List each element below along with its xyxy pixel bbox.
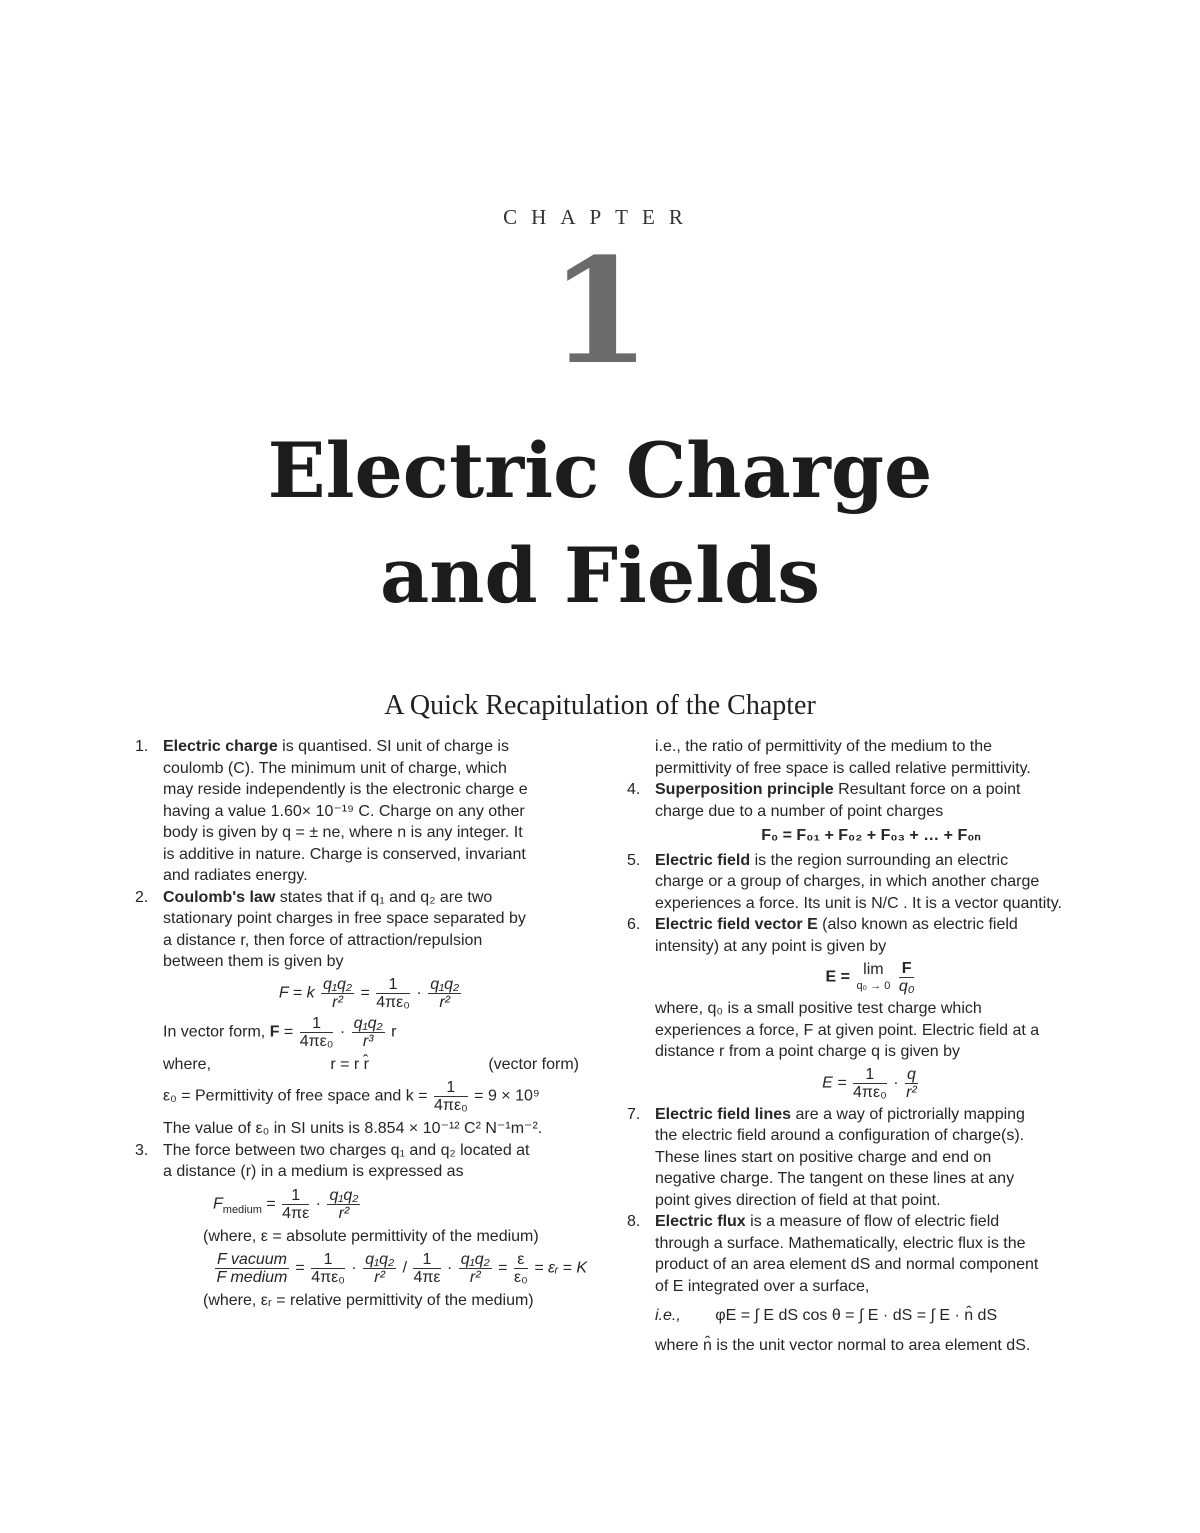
numerator: ε — [514, 1251, 528, 1269]
medium-force-equation — [163, 1187, 579, 1222]
vector-form-equation — [163, 1015, 579, 1050]
text-line: where, q₀ is a small positive test charge which — [655, 1000, 982, 1017]
fraction — [321, 976, 354, 1011]
limit-word: lim — [863, 960, 884, 978]
text-line: a distance r, then force of attraction/repulsion — [163, 931, 483, 949]
fraction — [327, 1187, 360, 1222]
numerator: q₁q₂ — [365, 1251, 395, 1268]
denominator: r² — [906, 1083, 917, 1101]
eq-part: = — [261, 1195, 281, 1213]
text-line: (where, ε = absolute permittivity of the medium) — [203, 1227, 539, 1245]
denominator: 4πε₀ — [434, 1097, 468, 1114]
text-line: is a measure of flow of electric field — [745, 1213, 1000, 1230]
denominator: q₀ — [898, 978, 915, 995]
limit — [856, 961, 890, 995]
list-item-1 — [135, 736, 579, 887]
numerator: 1 — [376, 976, 410, 994]
item-term: Electric field lines — [655, 1105, 792, 1123]
eq-part: · — [339, 1023, 346, 1041]
list-item-7 — [627, 1104, 1087, 1212]
fraction — [428, 976, 461, 1011]
text-line: stationary point charges in free space separated by — [163, 910, 526, 927]
fraction — [459, 1251, 492, 1286]
numerator: q — [906, 1065, 916, 1083]
eq-part: E = — [822, 1074, 852, 1092]
fraction — [899, 960, 915, 995]
eq-part: · — [416, 984, 422, 1002]
text-line: are a way of pictrorially mapping — [791, 1105, 1025, 1123]
text-line: experiences a force, F at given point. Electric field at a — [655, 1021, 1040, 1039]
field-limit-equation — [655, 960, 1087, 995]
fraction — [352, 1015, 385, 1050]
item-text — [655, 850, 1087, 872]
item-number: 3. — [135, 1141, 149, 1159]
list-item-2 — [135, 887, 579, 1140]
fraction — [300, 1015, 334, 1050]
item-text — [163, 736, 579, 758]
eq-part: F = k — [278, 984, 315, 1002]
item-number: 6. — [627, 916, 641, 933]
chapter-title-line1: Electric Charge — [267, 426, 933, 515]
fraction — [282, 1187, 309, 1222]
text-line: having a value 1.60× 10⁻¹⁹ C. Charge on any other — [163, 802, 525, 820]
text-line: (also known as electric field — [817, 916, 1018, 933]
text-line: between them is given by — [163, 953, 344, 970]
eq-part: · — [446, 1259, 453, 1277]
text-line: may reside independently is the electronic charge e — [163, 781, 528, 798]
list-item-6 — [627, 914, 1087, 1101]
text-line: the electric field around a configuration of charge(s). — [655, 1127, 1025, 1144]
text-line: charge or a group of charges, in which another charge — [655, 873, 1040, 890]
list-item-3-continued — [627, 736, 1087, 779]
item-number: 4. — [627, 781, 641, 798]
where-equation: r = r r̂ — [330, 1055, 370, 1073]
ratio-equation — [163, 1251, 587, 1286]
text-line: where n̂ is the unit vector normal to area element dS. — [655, 1336, 1031, 1354]
text-line: is the region surrounding an electric — [750, 851, 1009, 869]
where-label: where, — [163, 1055, 212, 1073]
eq-part: φE = ∫ E dS cos θ = ∫ E · dS = ∫ E · n̂ dS — [715, 1307, 998, 1324]
fraction — [215, 1251, 289, 1286]
text-line: distance r from a point charge q is given by — [655, 1043, 961, 1060]
denominator: 4πε₀ — [376, 993, 410, 1011]
denominator: r² — [374, 1269, 385, 1286]
text-line: is quantised. SI unit of charge is — [277, 738, 509, 755]
item-text — [655, 779, 1087, 801]
point-charge-field-equation — [655, 1066, 1087, 1101]
text-line: coulomb (C). The minimum unit of charge, which — [163, 759, 507, 777]
item-number: 1. — [135, 738, 149, 755]
numerator: F vacuum — [217, 1251, 287, 1268]
eq-part: i.e., — [655, 1307, 681, 1324]
list-item-5 — [627, 850, 1087, 915]
eq-part: ε₀ = Permittivity of free space and k = — [163, 1087, 432, 1105]
where-note: (vector form) — [488, 1055, 579, 1073]
eq-part: = — [360, 984, 370, 1002]
eq-part: · — [315, 1195, 321, 1213]
fraction — [853, 1066, 887, 1101]
fraction — [905, 1066, 918, 1101]
eq-part: = — [498, 1259, 512, 1277]
numerator: 1 — [282, 1187, 309, 1205]
denominator: F medium — [216, 1269, 288, 1286]
coulomb-equation — [163, 976, 579, 1011]
numerator: 1 — [434, 1079, 468, 1097]
flux-equation — [655, 1301, 1087, 1331]
item-term: Electric charge — [163, 738, 278, 755]
text-line: is additive in nature. Charge is conserved, invariant — [163, 845, 526, 863]
text-line: a distance (r) in a medium is expressed as — [163, 1163, 464, 1180]
eq-part: F — [213, 1195, 223, 1213]
denominator: r² — [332, 993, 343, 1011]
item-text — [655, 1211, 1087, 1233]
text-line: Resultant force on a point — [833, 781, 1021, 798]
text-line: body is given by q = ± ne, where n is any integer. It — [163, 824, 523, 841]
eq-part: / — [402, 1259, 412, 1277]
denominator: 4πε₀ — [299, 1032, 334, 1050]
list-item-4 — [627, 779, 1087, 847]
eq-part: r — [391, 1023, 397, 1041]
text-line: charge due to a number of point charges — [655, 802, 944, 820]
eq-part: = 9 × 10⁹ — [474, 1087, 540, 1105]
denominator: r² — [338, 1204, 350, 1222]
item-term: Electric flux — [655, 1213, 746, 1230]
denominator: 4πε — [413, 1269, 441, 1286]
chapter-title-line2: and Fields — [379, 531, 821, 620]
item-number: 7. — [627, 1105, 641, 1123]
text-line: of E integrated over a surface, — [655, 1277, 870, 1295]
superposition-equation: F₀ = F₀₁ + F₀₂ + F₀₃ + … + F₀ₙ — [761, 827, 981, 844]
eq-part: = — [295, 1259, 310, 1277]
chapter-title — [0, 418, 1200, 628]
numerator: q₁q₂ — [323, 975, 352, 993]
eq-part: = εᵣ = K — [534, 1259, 587, 1277]
text-line: and radiates energy. — [163, 867, 308, 884]
denominator: ε₀ — [513, 1269, 528, 1286]
fraction — [311, 1251, 345, 1286]
text-line: permittivity of free space is called relative permittivity. — [655, 759, 1031, 777]
eq-part: E = — [825, 968, 855, 986]
text-line: experiences a force. Its unit is N/C . It is a vector quantity. — [655, 894, 1062, 912]
text-line: product of an area element dS and normal component — [655, 1256, 1039, 1273]
numerator: 1 — [300, 1015, 334, 1033]
text-line: through a surface. Mathematically, electric flux is the — [655, 1234, 1026, 1252]
item-text — [655, 1104, 1087, 1126]
text-line: i.e., the ratio of permittivity of the medium to the — [655, 738, 993, 755]
denominator: r³ — [362, 1032, 374, 1050]
denominator: r² — [439, 993, 450, 1011]
eq-sub: medium — [222, 1203, 262, 1216]
item-number: 2. — [135, 888, 149, 906]
text-line: negative charge. The tangent on these lines at any — [655, 1170, 1015, 1187]
text-line: states that if q₁ and q₂ are two — [275, 888, 493, 906]
item-number: 5. — [627, 851, 641, 869]
item-number: 8. — [627, 1213, 641, 1230]
text-line: (where, εᵣ = relative permittivity of the medium) — [203, 1292, 534, 1309]
list-item-8 — [627, 1211, 1087, 1356]
item-term: Coulomb's law — [163, 888, 276, 906]
text-line: intensity) at any point is given by — [655, 937, 887, 955]
numerator: q₁q₂ — [353, 1014, 383, 1032]
text-line: The force between two charges q₁ and q₂ located at — [163, 1141, 530, 1159]
text-line: point gives direction of field at that point. — [655, 1191, 941, 1209]
fraction — [514, 1251, 528, 1286]
limit-sub: q₀ → 0 — [856, 979, 891, 992]
numerator: 1 — [853, 1066, 887, 1084]
permittivity-equation — [163, 1079, 579, 1114]
chapter-label: CHAPTER — [503, 205, 697, 229]
eq-part: F — [269, 1023, 280, 1041]
fraction — [376, 976, 410, 1011]
item-term: Electric field vector E — [655, 916, 818, 933]
item-term: Electric field — [655, 851, 751, 869]
eq-part: In vector form, — [163, 1023, 270, 1041]
right-column — [627, 736, 1087, 1356]
denominator: r² — [469, 1269, 481, 1286]
item-text — [163, 887, 579, 909]
fraction — [434, 1079, 468, 1114]
numerator: q₁q₂ — [329, 1186, 359, 1204]
text-line: The value of ε₀ in SI units is 8.854 × 10⁻¹² C² N⁻¹m⁻². — [163, 1120, 543, 1137]
text-line: These lines start on positive charge and end on — [655, 1148, 992, 1166]
numerator: q₁q₂ — [430, 975, 460, 993]
eq-part: · — [893, 1074, 899, 1092]
numerator: 1 — [311, 1251, 345, 1269]
fraction — [363, 1251, 396, 1286]
numerator: F — [899, 960, 915, 978]
denominator: 4πε — [282, 1204, 310, 1222]
fraction — [413, 1251, 440, 1286]
list-item-3 — [135, 1140, 587, 1312]
denominator: 4πε₀ — [311, 1269, 345, 1286]
item-text — [655, 914, 1087, 936]
left-column — [135, 736, 587, 1312]
section-subtitle: A Quick Recapitulation of the Chapter — [384, 690, 816, 721]
numerator: q₁q₂ — [460, 1251, 490, 1268]
where-row — [163, 1054, 579, 1076]
numerator: 1 — [413, 1251, 440, 1269]
denominator: 4πε₀ — [853, 1083, 887, 1101]
chapter-number: 1 — [549, 227, 651, 397]
item-term: Superposition principle — [655, 781, 834, 798]
eq-part: · — [351, 1259, 357, 1277]
eq-part: = — [279, 1023, 298, 1041]
